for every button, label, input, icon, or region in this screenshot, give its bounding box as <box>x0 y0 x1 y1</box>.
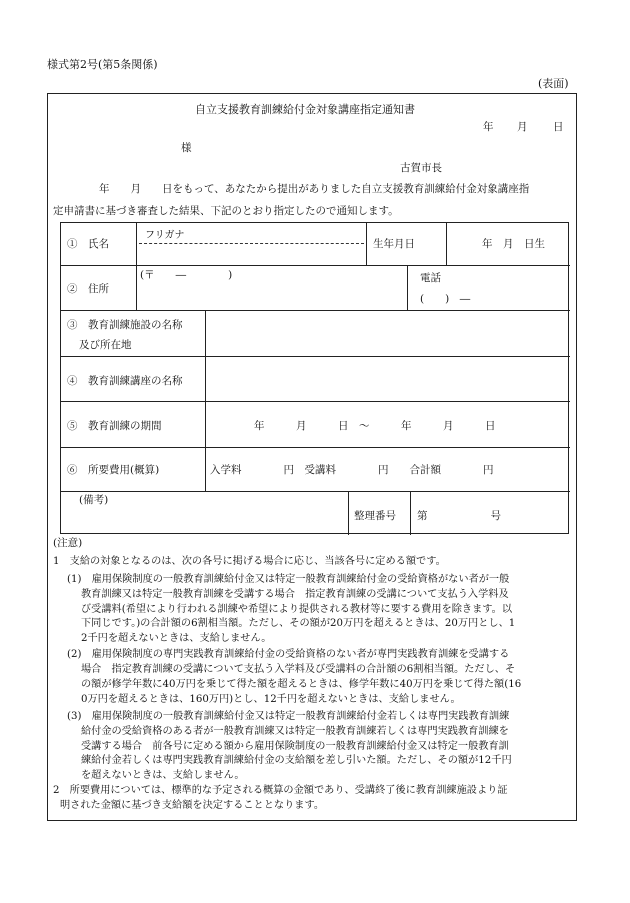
note-line: 下同じです。)の合計額の6割相当額。ただし、その額が20万円を超えるときは、20万円とし、1 <box>81 618 516 629</box>
note-line: 2千円を超えないときは、支給しません。 <box>81 633 272 644</box>
date-day: 日 <box>553 121 564 133</box>
note-line: 給付金の受給資格のある者が一般教育訓練又は特定一般教育訓練若しくは専門実践教育訓練を <box>81 726 509 737</box>
note-line: び受講料(希望により行われる訓練や希望により提供される教材等に要する費用を除きます。以 <box>81 604 513 615</box>
period-label: ⑤ 教育訓練の期間 <box>67 420 162 432</box>
dob-label: 生年月日 <box>373 238 415 250</box>
reference-label: 整理番号 <box>354 510 396 522</box>
issuer: 古賀市長 <box>400 162 442 174</box>
phone-label: 電話 <box>420 272 441 284</box>
note-line: 教育訓練又は特定一般教育訓練を受講する場合 指定教育訓練の受講について支払う入学料及 <box>81 589 509 600</box>
dob-value: 年 月 日生 <box>482 238 545 250</box>
note-line: (3) 雇用保険制度の一般教育訓練給付金又は特定一般教育訓練給付金若しくは専門実践教育訓練 <box>67 711 510 722</box>
address-label: ② 住所 <box>67 283 109 295</box>
cost-value: 入学料 円 受講料 円 合計額 円 <box>210 464 494 476</box>
form-number: 様式第2号(第5条関係) <box>47 58 158 71</box>
date-month: 月 <box>517 121 528 133</box>
date-year: 年 <box>483 121 494 133</box>
note-line: 場合 指定教育訓練の受講について支払う入学料及び受講料の合計額の6割相当額。ただし、そ <box>81 664 516 675</box>
body-line-2: 定申請書に基づき審査した結果、下記のとおり指定したので通知します。 <box>53 205 399 217</box>
cost-label: ⑥ 所要費用(概算) <box>67 464 160 476</box>
page-title: 自立支援教育訓練給付金対象講座指定通知書 <box>195 103 415 116</box>
note-line: 0万円を超えるときは、160万円)とし、12千円を超えないときは、支給しません。 <box>81 694 461 705</box>
side-label: (表面) <box>538 77 569 90</box>
period-value: 年 月 日 ～ 年 月 日 <box>254 420 496 432</box>
body-line-1: 年 月 日をもって、あなたから提出がありました自立支援教育訓練給付金対象講座指 <box>99 183 530 195</box>
furigana-label: フリガナ <box>145 230 185 241</box>
note-line: 2 所要費用については、標準的な予定される概算の金額であり、受講終了後に教育訓練施設より証 <box>53 785 508 796</box>
note-line: の額が修学年数に40万円を乗じて得た額を超えるときは、修学年数に40万円を乗じて得た額(16 <box>81 679 522 690</box>
reference-value: 第 号 <box>417 510 501 522</box>
remarks-label: (備考) <box>79 494 109 506</box>
course-label: ④ 教育訓練講座の名称 <box>67 375 183 387</box>
note-line: 明された金額に基づき支給額を決定することとなります。 <box>60 800 325 811</box>
note-line: (2) 雇用保険制度の専門実践教育訓練給付金の受給資格のない者が専門実践教育訓練を受講する <box>67 649 510 660</box>
facility-label: ③ 教育訓練施設の名称 <box>67 319 183 331</box>
note-line: (1) 雇用保険制度の一般教育訓練給付金又は特定一般教育訓練給付金の受給資格がない者が一般 <box>67 574 510 585</box>
note-line: 受講する場合 前各号に定める額から雇用保険制度の一般教育訓練給付金又は特定一般教育訓 <box>81 741 509 752</box>
notes-heading: (注意) <box>53 537 83 549</box>
note-line: 1 支給の対象となるのは、次の各号に掲げる場合に応じ、当該各号に定める額です。 <box>53 556 446 567</box>
postal-code: (〒 ― ) <box>140 269 233 281</box>
name-field[interactable] <box>145 246 363 262</box>
note-line: 練給付金若しくは専門実践教育訓練給付金の支給額を差し引いた額。ただし、その額が12千円 <box>81 755 512 766</box>
facility-label-2: 及び所在地 <box>79 339 132 351</box>
note-line: を超えないときは、支給しません。 <box>81 770 245 781</box>
name-label: ① 氏名 <box>67 238 109 250</box>
addressee-suffix: 様 <box>181 142 192 154</box>
phone-value: ( ) ― <box>420 293 471 305</box>
